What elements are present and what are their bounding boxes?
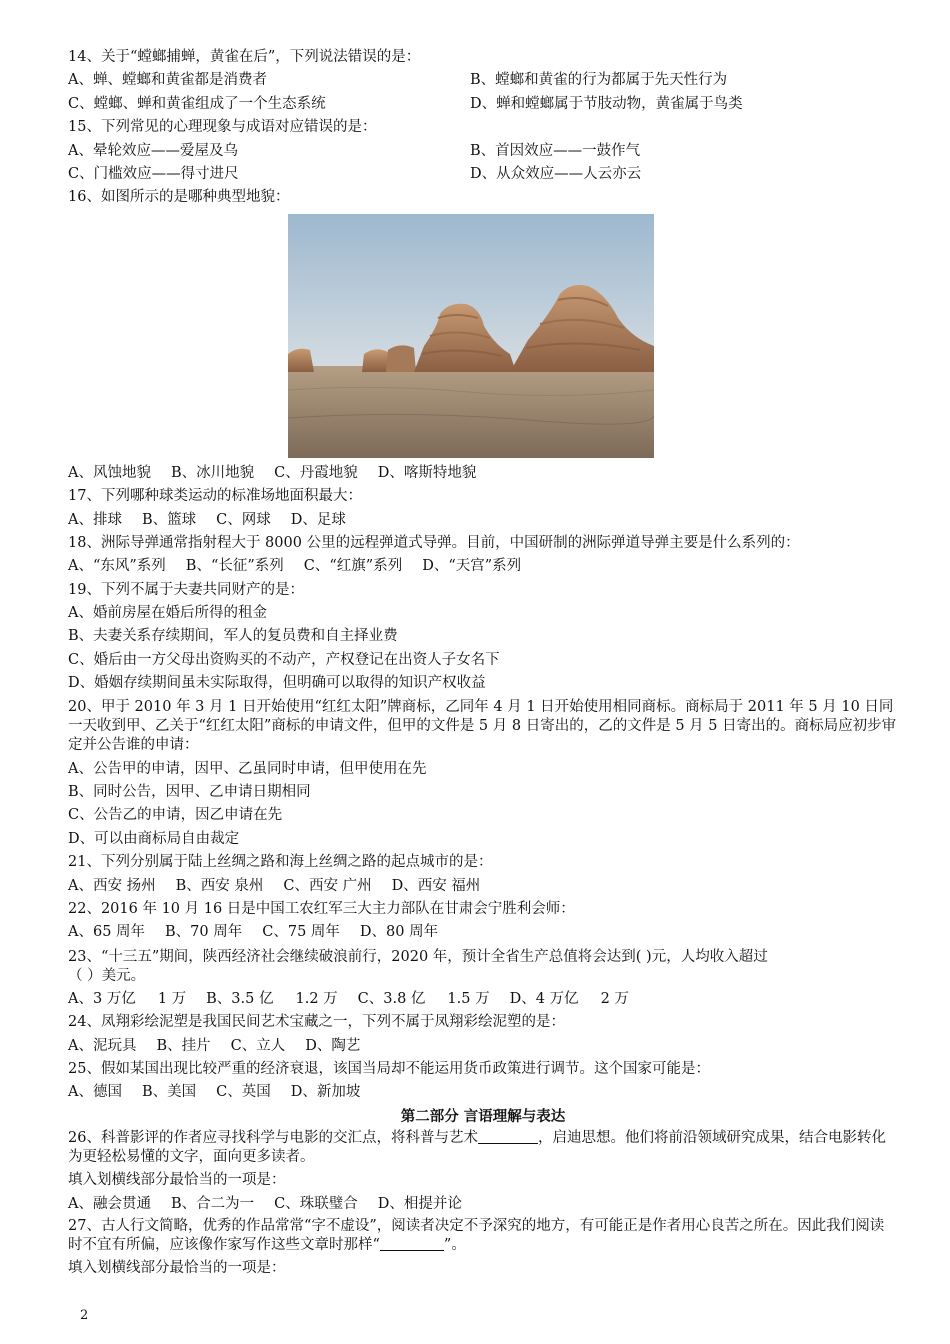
option-b: B、夫妻关系存续期间，军人的复员费和自主择业费 (68, 628, 398, 645)
question-14-options-row1 (68, 69, 898, 92)
option-c: C、英国 (216, 1084, 271, 1101)
option-c: C、婚后由一方父母出资购买的不动产，产权登记在出资人子女名下 (68, 651, 500, 668)
option-d (510, 988, 629, 1011)
question-21-stem: 21、下列分别属于陆上丝绸之路和海上丝绸之路的起点城市的是： (68, 854, 493, 871)
option-a: A、65 周年 (68, 924, 146, 941)
option-a: A、排球 (68, 511, 122, 528)
fill-blank (478, 1129, 538, 1144)
question-23-stem-line2: （ ）美元。 (68, 967, 146, 984)
question-27-stem-part1: 27、古人行文简略，优秀的作品常常“字不虚设”，阅读者决定不予深究的地方，有可能正是作者用心良苦之所在。因此我们阅读时不宜有所偏，应该像作家写作这些文章时那样“ (68, 1217, 885, 1253)
question-17-stem: 17、下列哪种球类运动的标准场地面积最大： (68, 488, 362, 505)
option-a-value1: A、3 万亿 (68, 990, 136, 1007)
question-25-options (68, 1081, 898, 1104)
option-b: B、同时公告，因甲、乙申请日期相同 (68, 784, 311, 801)
option-b: B、篮球 (141, 511, 197, 528)
question-27-stem-part2: ”。 (443, 1236, 466, 1253)
option-c: C、网球 (216, 511, 271, 528)
option-a (68, 988, 186, 1011)
question-26-stem-part2: ，启迪思想。他们将前沿领域研究成果，结合电影转化为更轻松易懂的文字，面向更多读者。 (68, 1130, 886, 1166)
option-c (358, 988, 490, 1011)
option-a-value2: 1 万 (157, 990, 187, 1007)
question-15-options-row2 (68, 163, 898, 186)
question-17-options (68, 509, 898, 532)
option-c: C、门槛效应——得寸进尺 (68, 165, 239, 182)
question-20-stem: 20、甲于 2010 年 3 月 1 日开始使用“红红太阳”牌商标，乙同年 4 月 1 日开始使用相同商标。商标局于 2011 年 5 月 10 日同一天收到甲、乙关于“红红太阳”商标的申请文件，但甲的文件是 5 月 8 日寄出的，乙的文件是 5 月 5 日寄出的。商标局应初步审定并公告谁的申请： (68, 698, 897, 753)
exam-page (68, 46, 898, 1280)
option-b: B、挂片 (156, 1037, 211, 1054)
option-d: D、足球 (290, 511, 346, 528)
option-d: D、相提并论 (377, 1195, 462, 1212)
question-18-stem: 18、洲际导弹通常指射程大于 8000 公里的远程弹道式导弹。目前，中国研制的洲际弹道导弹主要是什么系列的： (68, 534, 800, 551)
option-a: A、蝉、螳螂和黄雀都是消费者 (68, 72, 267, 89)
option-c: C、立人 (230, 1037, 286, 1054)
option-c: C、公告乙的申请，因乙申请在先 (68, 807, 283, 824)
question-18-options (68, 555, 898, 578)
option-b: B、70 周年 (165, 924, 243, 941)
question-26-stem (68, 1128, 898, 1169)
option-a: A、“东风”系列 (68, 558, 166, 575)
option-d: D、“天宫”系列 (422, 558, 522, 575)
option-d: D、喀斯特地貌 (377, 464, 477, 481)
landform-photo (288, 214, 654, 458)
option-d: D、婚姻存续期间虽未实际取得，但明确可以取得的知识产权收益 (68, 675, 486, 692)
option-c-value1: C、3.8 亿 (357, 990, 426, 1007)
option-a: A、西安 扬州 (68, 877, 156, 894)
option-c: C、西安 广州 (283, 877, 372, 894)
option-d: D、80 周年 (359, 924, 439, 941)
option-d: D、可以由商标局自由裁定 (68, 830, 240, 847)
question-15-stem: 15、下列常见的心理现象与成语对应错误的是： (68, 119, 377, 136)
option-a: A、婚前房屋在婚后所得的租金 (68, 605, 267, 622)
option-d-value1: D、4 万亿 (509, 990, 579, 1007)
question-23-options (68, 988, 898, 1011)
option-b: B、首因效应——一鼓作气 (470, 142, 641, 159)
option-a: A、德国 (68, 1084, 122, 1101)
option-d: D、西安 福州 (391, 877, 481, 894)
page-number: 2 (80, 1308, 89, 1323)
question-26-prompt: 填入划横线部分最恰当的一项是： (68, 1172, 286, 1189)
option-b-value1: B、3.5 亿 (206, 990, 274, 1007)
option-c: C、珠联璧合 (274, 1195, 358, 1212)
option-c-value2: 1.5 万 (447, 990, 490, 1007)
option-a: A、晕轮效应——爱屋及乌 (68, 142, 238, 159)
question-21-options (68, 875, 898, 898)
question-26-stem-part1: 26、科普影评的作者应寻找科学与电影的交汇点，将科普与艺术 (68, 1130, 478, 1147)
option-b: B、“长征”系列 (185, 558, 284, 575)
option-b (206, 988, 338, 1011)
fill-blank (380, 1236, 444, 1251)
question-16-options (68, 462, 898, 485)
option-b-value2: 1.2 万 (295, 990, 338, 1007)
question-16-stem: 16、如图所示的是哪种典型地貌： (68, 189, 290, 206)
question-22-stem: 22、2016 年 10 月 16 日是中国工农红军三大主力部队在甘肃会宁胜利会师： (68, 900, 575, 917)
option-d: D、蝉和螳螂属于节肢动物，黄雀属于鸟类 (470, 95, 743, 112)
option-c: C、75 周年 (262, 924, 340, 941)
question-24-stem: 24、凤翔彩绘泥塑是我国民间艺术宝藏之一，下列不属于凤翔彩绘泥塑的是： (68, 1014, 565, 1031)
question-19-stem: 19、下列不属于夫妻共同财产的是： (68, 581, 304, 598)
question-14-stem: 14、关于“螳螂捕蝉，黄雀在后”，下列说法错误的是： (68, 49, 421, 65)
option-c: C、“红旗”系列 (303, 558, 403, 575)
question-26-options (68, 1193, 898, 1216)
yardang-landform-image (288, 214, 654, 458)
option-d: D、从众效应——人云亦云 (470, 165, 642, 182)
option-a: A、融会贯通 (68, 1195, 151, 1212)
question-27-prompt: 填入划横线部分最恰当的一项是： (68, 1259, 286, 1276)
question-24-options (68, 1035, 898, 1058)
question-14-options-row2 (68, 93, 898, 116)
option-b: B、冰川地貌 (170, 464, 255, 481)
question-27-stem (68, 1216, 898, 1257)
option-b: B、合二为一 (170, 1195, 255, 1212)
option-b: B、美国 (141, 1084, 197, 1101)
option-a: A、公告甲的申请，因甲、乙虽同时申请，但甲使用在先 (68, 760, 427, 777)
question-25-stem: 25、假如某国出现比较严重的经济衰退，该国当局却不能运用货币政策进行调节。这个国家可能是： (68, 1060, 710, 1077)
question-23-stem-line1: 23、“十三五”期间，陕西经济社会继续破浪前行，2020 年，预计全省生产总值将会达到( )元，人均收入超过 (68, 948, 768, 965)
option-d: D、陶艺 (305, 1037, 361, 1054)
option-c: C、丹霞地貌 (274, 464, 358, 481)
question-15-options-row1 (68, 140, 898, 163)
section-title: 第二部分 言语理解与表达 (400, 1107, 566, 1125)
option-a: A、风蚀地貌 (68, 464, 151, 481)
question-22-options (68, 921, 898, 944)
option-c: C、螳螂、蝉和黄雀组成了一个生态系统 (68, 95, 326, 112)
option-d: D、新加坡 (290, 1084, 361, 1101)
option-b: B、西安 泉州 (175, 877, 264, 894)
option-d-value2: 2 万 (600, 990, 629, 1007)
option-b: B、螳螂和黄雀的行为都属于先天性行为 (470, 72, 728, 89)
option-a: A、泥玩具 (68, 1037, 137, 1054)
